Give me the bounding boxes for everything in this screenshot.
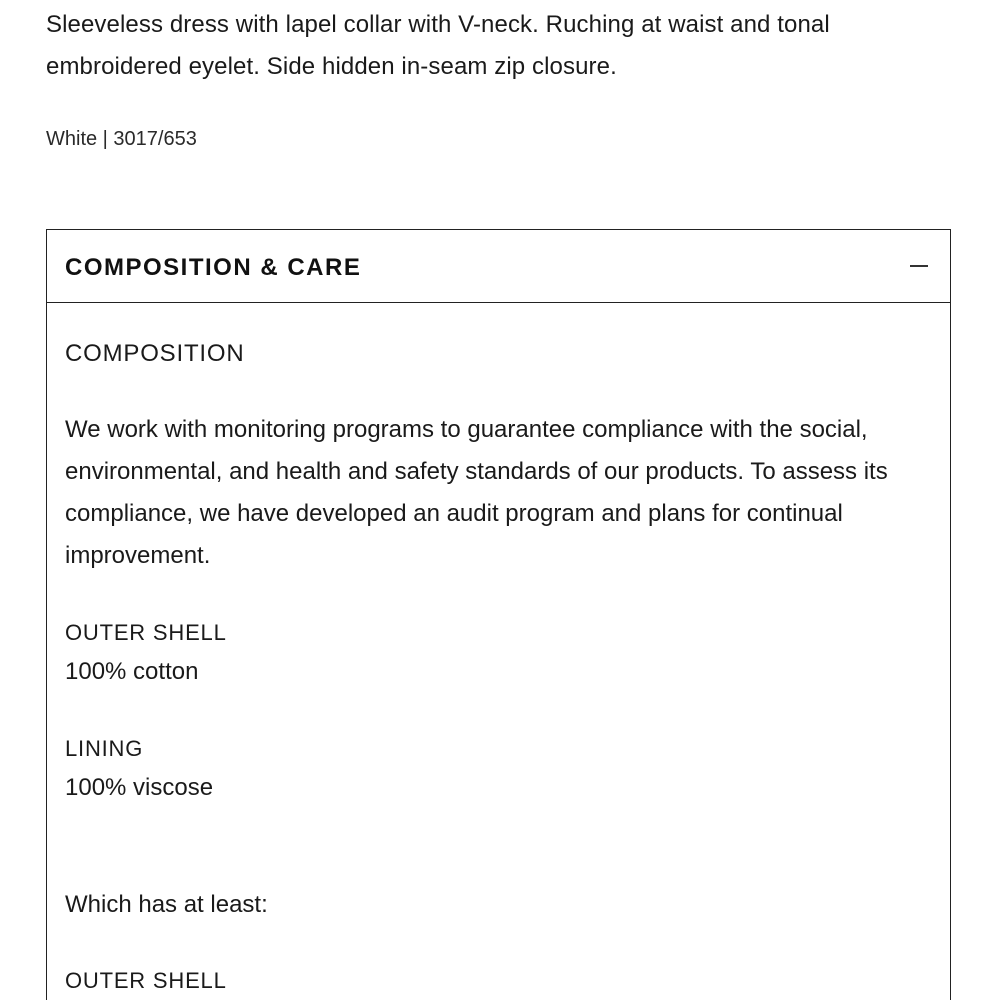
- product-description: Sleeveless dress with lapel collar with V-neck. Ruching at waist and tonal embroidered eyelet. Side hidden in-seam zip closure.: [46, 11, 830, 80]
- part-label-lining: LINING: [65, 736, 144, 761]
- color-reference: White | 3017/653: [46, 128, 197, 150]
- composition-heading: COMPOSITION: [65, 340, 245, 367]
- minus-icon[interactable]: [910, 265, 928, 267]
- part-value-lining: 100% viscose: [65, 774, 214, 801]
- composition-care-header[interactable]: [47, 230, 950, 303]
- at-least-text: Which has at least:: [65, 891, 268, 918]
- accordion-title: COMPOSITION & CARE: [65, 254, 362, 281]
- composition-care-accordion: [46, 229, 951, 1000]
- part-value-outer-shell: 100% cotton: [65, 658, 199, 685]
- compliance-paragraph: We work with monitoring programs to guarantee compliance with the social, environmental, and health and safety standards of our products. To assess its compliance, we have developed an audit program and plans for continual improvement.: [65, 416, 888, 569]
- part-label-outer-shell: OUTER SHELL: [65, 620, 227, 645]
- at-least-label-outer-shell: OUTER SHELL: [65, 968, 227, 993]
